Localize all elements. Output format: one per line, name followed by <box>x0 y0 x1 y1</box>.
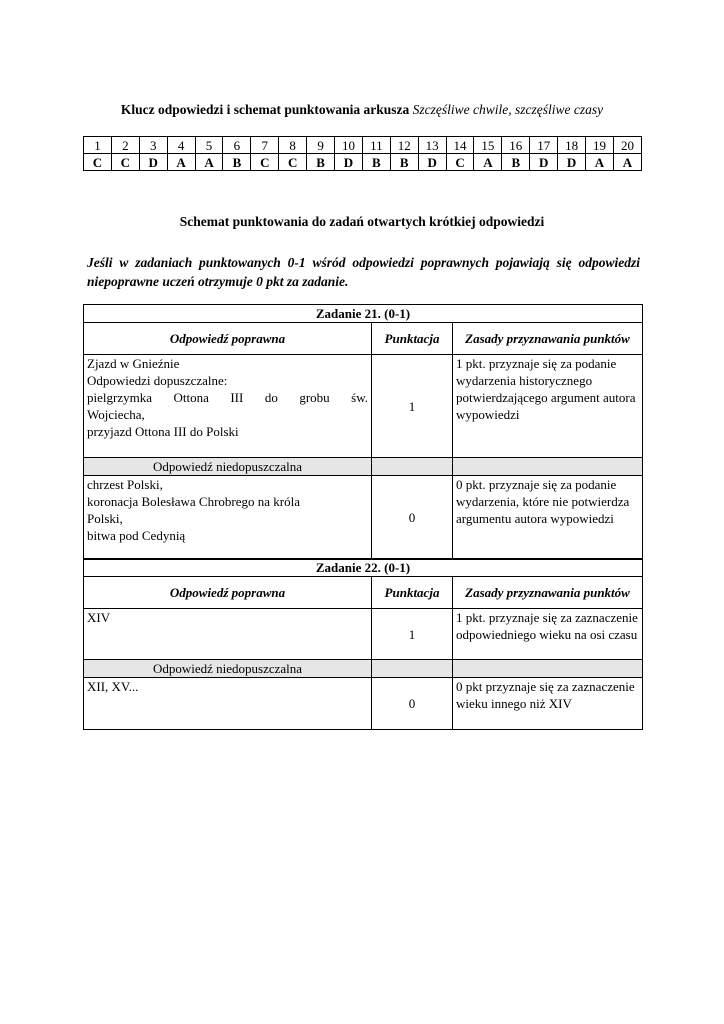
question-number-cell: 9 <box>307 137 335 154</box>
question-number-cell: 12 <box>390 137 418 154</box>
header-rules: Zasady przyznawania punktów <box>453 323 643 355</box>
answer-letter-cell: A <box>167 154 195 171</box>
header-points: Punktacja <box>372 577 453 609</box>
task-22-incorrect-points: 0 <box>372 678 453 730</box>
answer-letter-cell: D <box>335 154 363 171</box>
answer-line: Wojciecha, <box>87 407 145 422</box>
title-sheet-name: Szczęśliwe chwile, szczęśliwe czasy <box>412 102 604 117</box>
answer-key-table <box>83 136 642 171</box>
answer-line: pielgrzymka Ottona III do grobu św. <box>87 390 368 405</box>
task-22-table <box>83 558 643 730</box>
question-number-cell: 16 <box>502 137 530 154</box>
answer-letter-cell: C <box>111 154 139 171</box>
header-rules: Zasady przyznawania punktów <box>453 577 643 609</box>
task-21-correct-points: 1 <box>372 355 453 458</box>
question-number-cell: 20 <box>613 137 641 154</box>
empty-cell <box>453 660 643 678</box>
scoring-note: Jeśli w zadaniach punktowanych 0-1 wśród odpowiedzi poprawnych pojawiają się odpowiedzi niepoprawne uczeń otrzymuje 0 pkt za zadanie. <box>87 255 640 289</box>
task-21-title: Zadanie 21. (0-1) <box>84 305 643 323</box>
answer-line: przyjazd Ottona III do Polski <box>87 424 239 439</box>
question-number-cell: 14 <box>446 137 474 154</box>
answer-letter-cell: A <box>474 154 502 171</box>
question-number-cell: 13 <box>418 137 446 154</box>
answer-letter-cell: A <box>195 154 223 171</box>
question-number-cell: 2 <box>111 137 139 154</box>
task-22-correct-answer: XIV <box>84 609 372 660</box>
task-21-correct-answers <box>84 355 372 458</box>
question-number-cell: 19 <box>586 137 614 154</box>
answer-line: bitwa pod Cedynią <box>87 528 186 543</box>
header-points: Punktacja <box>372 323 453 355</box>
answer-letter-cell: B <box>307 154 335 171</box>
empty-cell <box>453 458 643 476</box>
task-22-incorrect-answer: XII, XV... <box>84 678 372 730</box>
answer-letter-cell: D <box>558 154 586 171</box>
empty-cell <box>372 458 453 476</box>
answer-line: Zjazd w Gnieźnie <box>87 356 180 371</box>
answer-letter-cell: D <box>418 154 446 171</box>
task-22-title: Zadanie 22. (0-1) <box>84 559 643 577</box>
question-number-cell: 15 <box>474 137 502 154</box>
header-correct-answer: Odpowiedź poprawna <box>84 323 372 355</box>
answer-letter-cell: B <box>223 154 251 171</box>
answer-letter-cell: C <box>446 154 474 171</box>
answer-letter-cell: D <box>139 154 167 171</box>
answer-key-numbers-row <box>84 137 642 154</box>
question-number-cell: 18 <box>558 137 586 154</box>
question-number-cell: 7 <box>251 137 279 154</box>
answer-line: koronacja Bolesława Chrobrego na króla <box>87 494 300 509</box>
question-number-cell: 11 <box>362 137 390 154</box>
task-22-correct-points: 1 <box>372 609 453 660</box>
section-title: Schemat punktowania do zadań otwartych krótkiej odpowiedzi <box>179 214 545 229</box>
answer-line: Polski, <box>87 511 123 526</box>
answer-letter-cell: A <box>613 154 641 171</box>
answer-letter-cell: A <box>586 154 614 171</box>
answer-key-answers-row <box>84 154 642 171</box>
header-correct-answer: Odpowiedź poprawna <box>84 577 372 609</box>
question-number-cell: 1 <box>84 137 112 154</box>
answer-letter-cell: B <box>502 154 530 171</box>
question-number-cell: 17 <box>530 137 558 154</box>
question-number-cell: 5 <box>195 137 223 154</box>
header-incorrect-answer: Odpowiedź niedopuszczalna <box>84 660 372 678</box>
question-number-cell: 8 <box>279 137 307 154</box>
task-21-incorrect-answers <box>84 476 372 560</box>
title-prefix: Klucz odpowiedzi i schemat punktowania arkusza <box>120 102 410 117</box>
answer-letter-cell: D <box>530 154 558 171</box>
task-21-incorrect-rule: 0 pkt. przyznaje się za podanie wydarzenia, które nie potwierdza argumentu autora wypowiedzi <box>453 476 643 560</box>
answer-letter-cell: C <box>84 154 112 171</box>
answer-letter-cell: B <box>390 154 418 171</box>
answer-letter-cell: C <box>251 154 279 171</box>
task-21-correct-rule: 1 pkt. przyznaje się za podanie wydarzenia historycznego potwierdzającego argument autora wypowiedzi <box>453 355 643 458</box>
task-21-incorrect-points: 0 <box>372 476 453 560</box>
document-title <box>0 102 724 118</box>
question-number-cell: 3 <box>139 137 167 154</box>
answer-line: chrzest Polski, <box>87 477 163 492</box>
task-21-table <box>83 304 643 560</box>
empty-cell <box>372 660 453 678</box>
answer-line: Odpowiedzi dopuszczalne: <box>87 373 228 388</box>
answer-letter-cell: C <box>279 154 307 171</box>
task-22-correct-rule: 1 pkt. przyznaje się za zaznaczenie odpowiedniego wieku na osi czasu <box>453 609 643 660</box>
header-incorrect-answer: Odpowiedź niedopuszczalna <box>84 458 372 476</box>
task-22-incorrect-rule: 0 pkt przyznaje się za zaznaczenie wieku innego niż XIV <box>453 678 643 730</box>
question-number-cell: 6 <box>223 137 251 154</box>
answer-letter-cell: B <box>362 154 390 171</box>
question-number-cell: 10 <box>335 137 363 154</box>
question-number-cell: 4 <box>167 137 195 154</box>
